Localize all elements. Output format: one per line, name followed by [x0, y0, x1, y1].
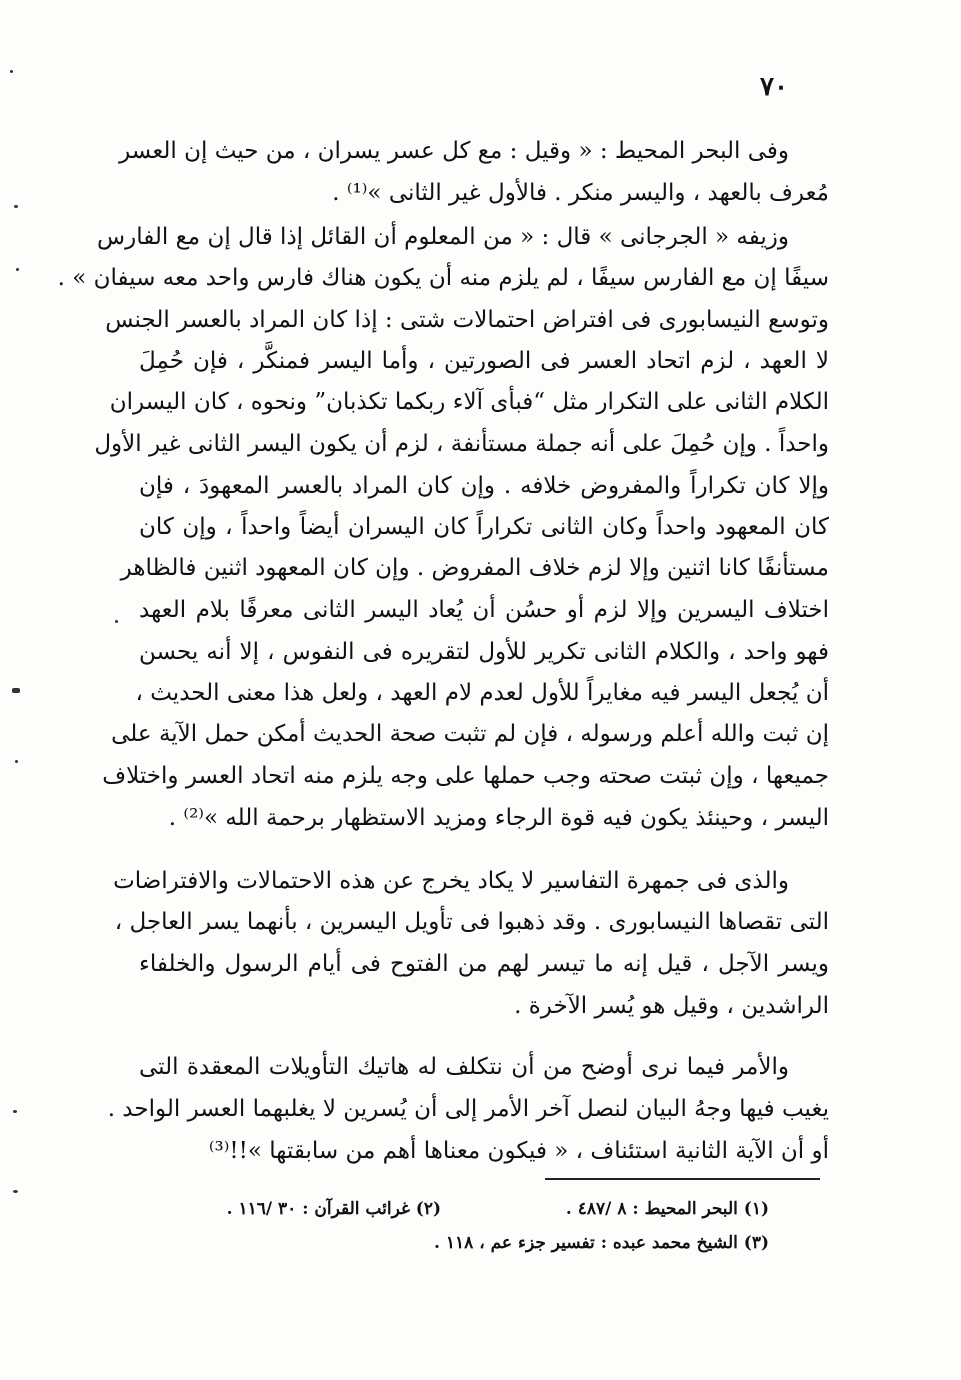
scan-speck [10, 70, 13, 73]
scan-speck [14, 205, 18, 208]
footnote-2: (٢) غرائب القرآن : ٣٠ /١١٦ . [226, 1199, 441, 1219]
body-line: الراشدين ، وقيل هو يُسر الآخرة . [514, 993, 829, 1019]
scan-speck [16, 268, 19, 271]
body-line: وتوسع النيسابورى فى افتراض احتمالات شتى : إذا كان المراد بالعسر الجنس [105, 307, 829, 333]
body-line: مستأنفًا كانا اثنين وإلا لزم خلاف المفروض . وإن كان المعهود اثنين فالظاهر [120, 555, 829, 581]
body-line: مُعرف بالعهد ، واليسر منكر . فالأول غير الثانى »⁽¹⁾ . [332, 180, 829, 206]
body-line: أن يُجعل اليسر فيه مغايراً للأول لعدم لام العهد ، ولعل هذا معنى الحديث ، [135, 680, 829, 706]
page-number: ٧٠ [760, 72, 788, 102]
body-line: سيفًا إن مع الفارس سيفًا ، لم يلزم منه أن يكون هناك فارس واحد معه سيفان » . [57, 265, 829, 291]
footnote-3: (٣) الشيخ محمد عبده : تفسير جزء عم ، ١١٨ . [434, 1233, 769, 1253]
body-line: أو أن الآية الثانية استئناف ، « فيكون معناها أهم من سابقتها »!!⁽³⁾ [208, 1138, 829, 1164]
body-line: وزيفه « الجرجانى » قال : « من المعلوم أن القائل إذا قال إن مع الفارس [97, 224, 789, 250]
scan-speck [13, 1110, 17, 1113]
body-line: والذى فى جمهرة التفاسير لا يكاد يخرج عن هذه الاحتمالات والافتراضات [113, 868, 789, 894]
scan-speck [12, 688, 20, 693]
body-line: اليسر ، وحينئذ يكون فيه قوة الرجاء ومزيد الاستظهار برحمة الله »⁽²⁾ . [168, 805, 829, 831]
body-line: ويسر الآجل ، قيل إنه ما تيسر لهم من الفتوح فى أيام الرسول والخلفاء [139, 951, 829, 977]
footnote-divider [545, 1178, 820, 1180]
body-line: إن ثبت والله أعلم ورسوله ، فإن لم تثبت صحة الحديث أمكن حمل الآية على [111, 721, 829, 747]
scan-speck [15, 760, 18, 763]
body-line: اختلاف اليسرين وإلا لزم أو حسُن أن يُعاد اليسر الثانى معرفًا بلام العهد [139, 597, 829, 623]
footnote-1: (١) البحر المحيط : ٨ /٤٨٧ . [565, 1199, 769, 1219]
body-line: التى تقصاها النيسابورى . وقد ذهبوا فى تأويل اليسرين ، بأنهما يسر العاجل ، [114, 909, 829, 935]
body-line: يغيب فيها وجهُ البيان لنصل آخر الأمر إلى أن يُسرين لا يغلبهما العسر الواحد . [107, 1096, 829, 1122]
scan-speck [13, 1190, 18, 1193]
body-line: كان المعهود واحداً وكان الثانى تكراراً كان اليسران أيضاً واحداً ، وإن كان [139, 514, 829, 540]
body-line: فهو واحد ، والكلام الثانى تكرير للأول لتقريره فى النفوس ، إلا أنه يحسن [139, 639, 829, 665]
body-line: لا العهد ، لزم اتحاد العسر فى الصورتين ، وأما اليسر فمنكَّر ، فإن حُمِلَ [139, 348, 829, 374]
scan-speck [115, 620, 118, 623]
body-line: وإلا كان تكراراً والمفروض خلافه . وإن كان المراد بالعسر المعهودَ ، فإن [139, 473, 829, 499]
body-line: الكلام الثانى على التكرار مثل “فبأى آلاء ربكما تكذبان” ونحوه ، كان اليسران [109, 389, 829, 415]
body-line: واحداً . وإن حُمِلَ على أنه جملة مستأنفة ، لزم أن يكون اليسر الثانى غير الأول [94, 431, 829, 457]
body-line: والأمر فيما نرى أوضح من أن نتكلف له هاتيك التأويلات المعقدة التى [139, 1054, 789, 1080]
body-line: جميعها ، وإن ثبتت صحته وجب حملها على وجه يلزم منه اتحاد العسر واختلاف [102, 763, 829, 789]
body-line: وفى البحر المحيط : « وقيل : مع كل عسر يسران ، من حيث إن العسر [119, 138, 789, 164]
